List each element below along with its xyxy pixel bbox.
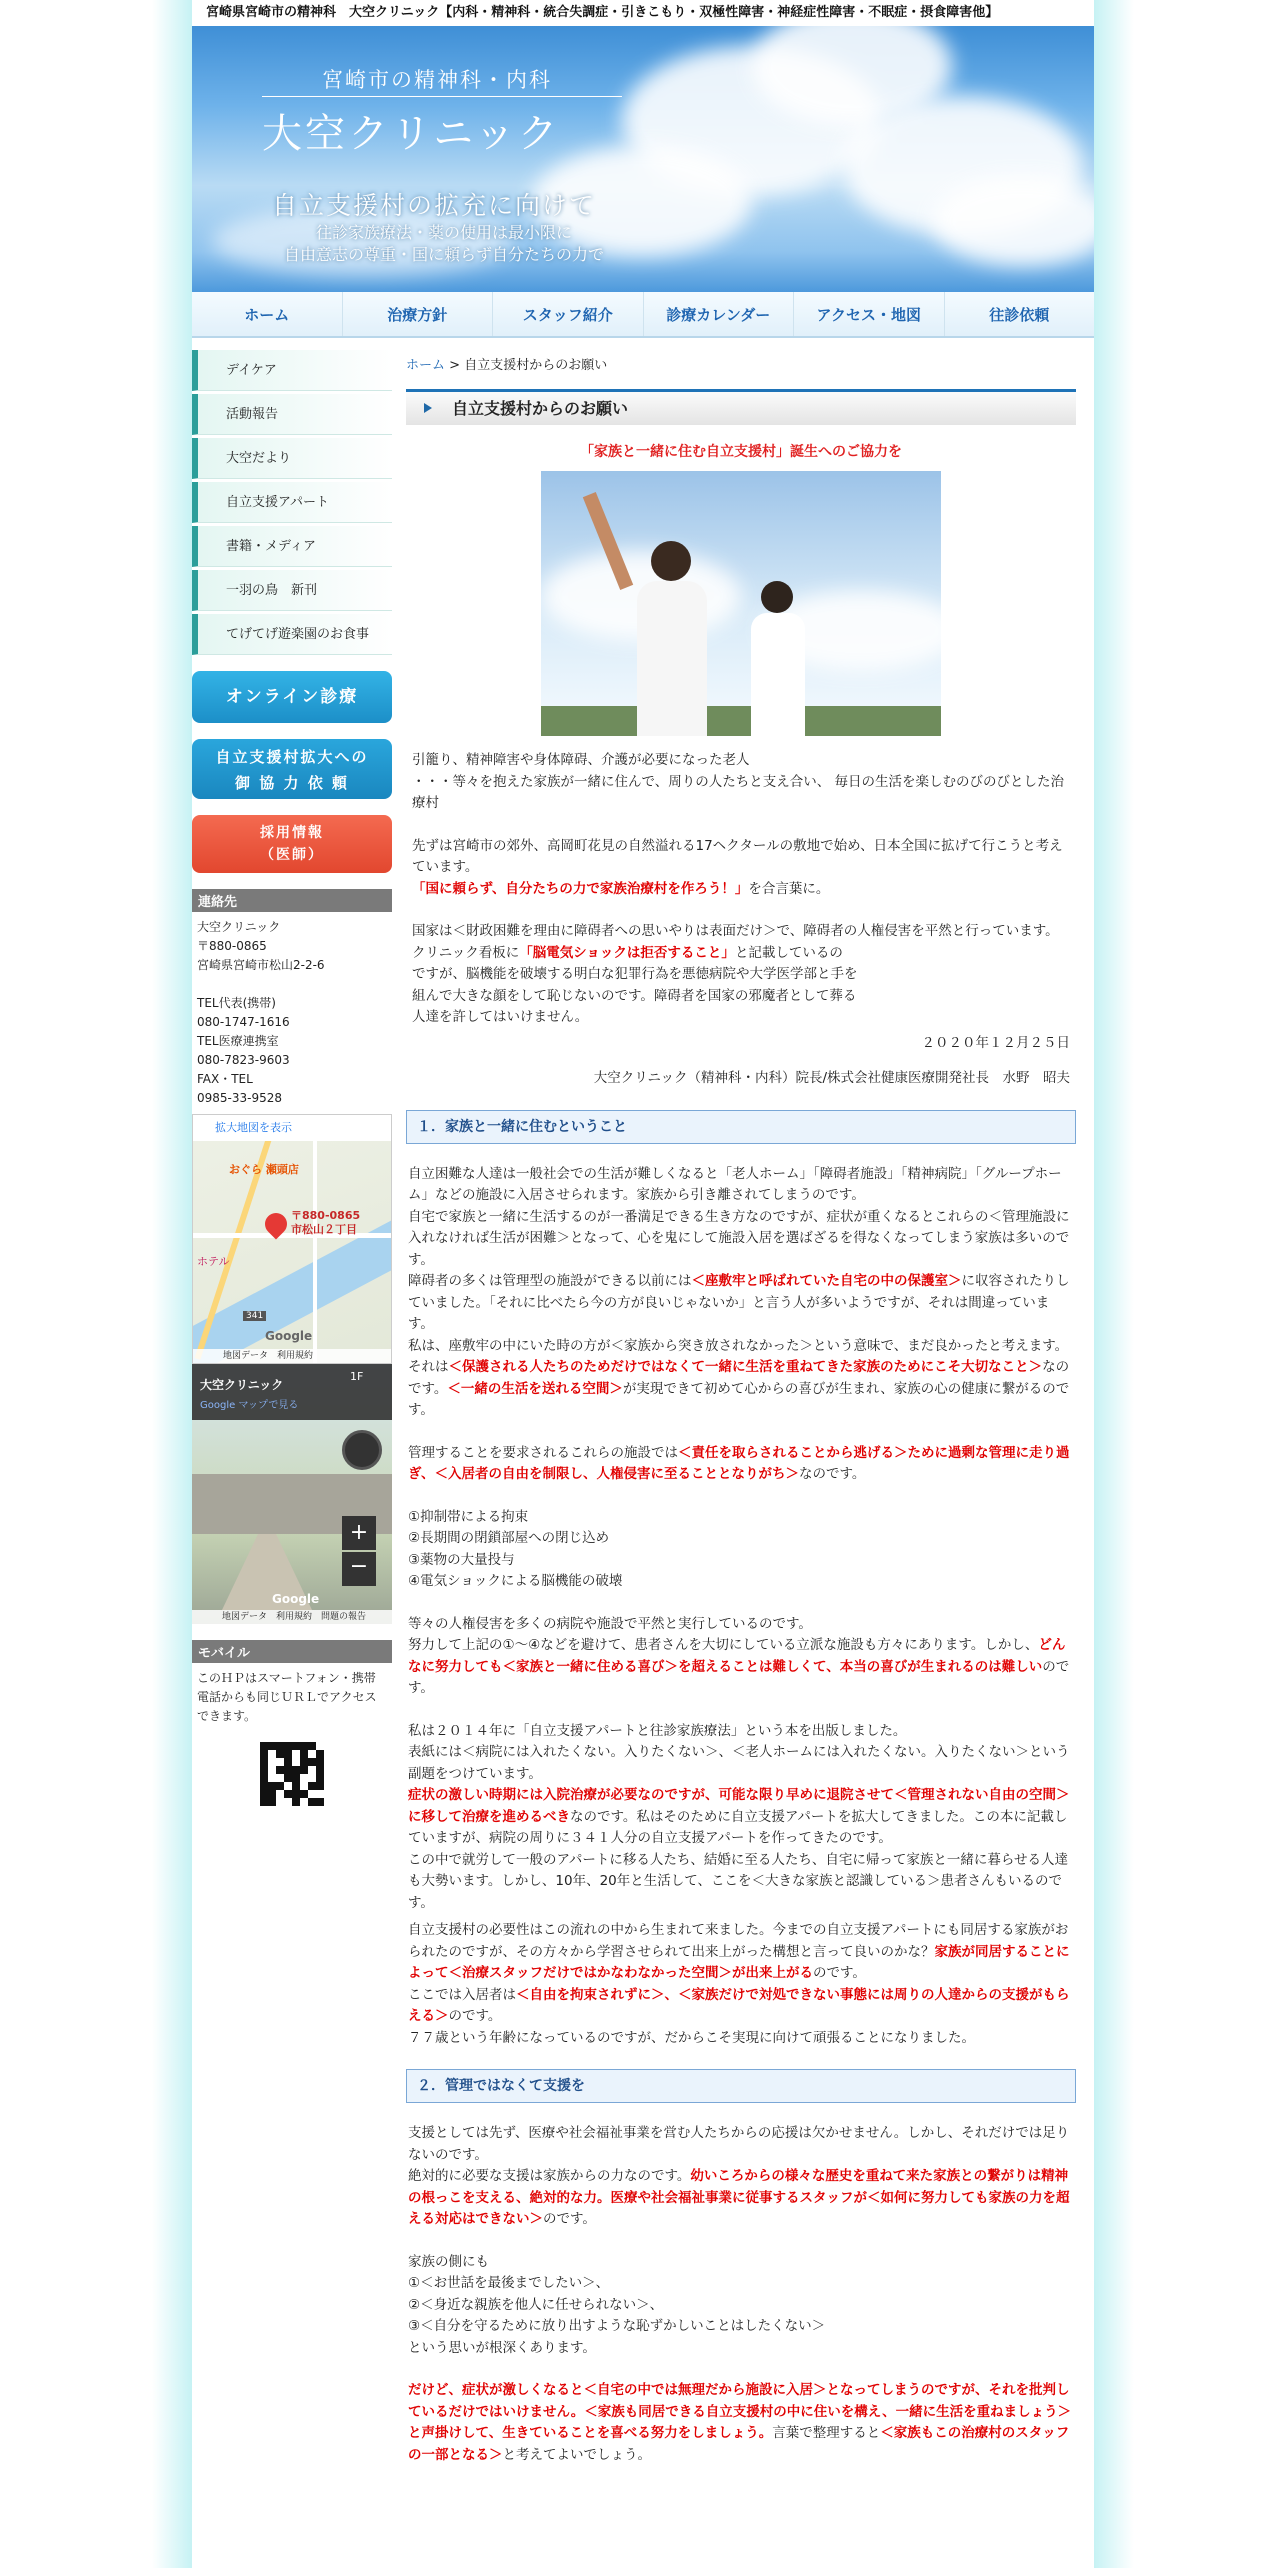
main-content xyxy=(406,350,1076,2466)
street-footer[interactable]: 地図データ 利用規約 問題の報告 xyxy=(192,1610,392,1624)
s1-b: 自宅で家族と一緒に生活するのが一番満足できる生き方なのですが、症状が重くなるとこれらの＜管理施設に入れなければ生活が困難＞となって、心を鬼にして施設入居を選ばざるを得なくなってしまう家族は多いのです。 xyxy=(408,1208,1070,1268)
sidebar-item-meals[interactable]: てげてげ遊楽園のお食事 xyxy=(192,614,392,655)
recruit-button[interactable] xyxy=(192,815,392,873)
nav-calendar[interactable]: 診療カレンダー xyxy=(644,292,795,336)
intro-p8: 組んで大きな顔をして恥じないのです。障碍者を国家の邪魔者として葬る xyxy=(412,987,857,1004)
sidebar-item-apartment[interactable]: 自立支援アパート xyxy=(192,482,392,523)
s1-d5: が実現できて初めて心からの喜びが生まれ、家族の心の健康に繋がるのです。 xyxy=(408,1380,1070,1418)
support-village-line2: 御 協 力 依 頼 xyxy=(235,774,349,792)
section-1-heading: １．家族と一緒に住むということ xyxy=(406,1110,1076,1144)
s1-l2: 家族が同居することによって＜治療スタッフだけではかなわなかった空間＞が出来上がる xyxy=(408,1943,1070,1981)
s2-e2: 言葉で整理すると xyxy=(772,2425,881,2441)
s2-b3: のです。 xyxy=(543,2211,596,2227)
s1-c2: ＜座敷牢と呼ばれていた自宅の中の保護室＞ xyxy=(691,1273,962,1289)
street-google-logo: Google xyxy=(272,1592,320,1606)
zoom-in-icon[interactable]: + xyxy=(342,1516,376,1550)
map-footer[interactable]: 地図データ 利用規約 xyxy=(193,1349,392,1363)
zoom-out-icon[interactable]: − xyxy=(342,1552,376,1586)
s1-c1: 障碍者の多くは管理型の施設ができる以前には xyxy=(408,1273,692,1289)
contact-line: FAX・TEL xyxy=(197,1072,253,1086)
s1-f: 等々の人権侵害を多くの病院や施設で平然と実行しているのです。 xyxy=(408,1615,812,1632)
intro-section xyxy=(406,750,1076,1090)
s1-c3: に収容されたりしていました。「それに比べたら今の方が良いじゃないか」と言う人が多いようですが、それは間違っています。 xyxy=(408,1273,1070,1332)
intro-p9: 人達を許してはいけません。 xyxy=(412,1009,589,1025)
nav-access[interactable]: アクセス・地図 xyxy=(794,292,945,336)
intro-p6 xyxy=(412,943,1070,965)
s1-list-item: ④電気ショックによる脳機能の破壊 xyxy=(408,1573,623,1589)
s1-n: ７７歳という年齢になっているのですが、だからこそ実現に向けて頑張ることになりました。 xyxy=(408,2029,975,2046)
breadcrumb xyxy=(406,350,1076,389)
s1-list-item: ①抑制帯による拘束 xyxy=(408,1508,529,1525)
s1-j xyxy=(408,1785,1074,1850)
mobile-text: このＨＰはスマートフォン・携帯電話からも同じＵＲＬでアクセスできます。 xyxy=(197,1671,377,1723)
s1-d1: 私は、座敷牢の中にいた時の方が＜家族から突き放されなかった＞という意味で、まだ良かったと考えます。それは xyxy=(408,1337,1069,1375)
contact-heading: 連絡先 xyxy=(192,889,392,912)
s2-e4: と考えてよいでしょう。 xyxy=(502,2446,651,2463)
intro-p6-a: クリニック看板に xyxy=(412,944,520,961)
header-desc-line2: 自由意志の尊重・国に頼らず自分たちの力で xyxy=(283,245,604,264)
street-maps-link[interactable]: Google マップで見る xyxy=(200,1400,299,1411)
s1-d xyxy=(408,1336,1074,1422)
sidebar-item-books[interactable]: 書籍・メディア xyxy=(192,526,392,567)
map-pin-address: 市松山２丁目 xyxy=(291,1223,357,1236)
header-desc xyxy=(264,222,624,266)
global-nav xyxy=(192,292,1094,338)
s1-m1: ここでは入居者は xyxy=(408,1986,516,2003)
intro-p2: ・・・等々を抱えた家族が一緒に住んで、周りの人たちと支え合い、 毎日の生活を楽しむのびのびとした治療村 xyxy=(412,773,1065,811)
mobile-heading: モバイル xyxy=(192,1640,392,1663)
s1-list-item: ③薬物の大量投与 xyxy=(408,1551,515,1568)
qr-code xyxy=(260,1742,324,1806)
s2-list-item: ③＜自分を守るために放り出すような恥ずかしいことはしたくない＞ xyxy=(408,2318,826,2334)
contact-line: TEL代表(携帯) xyxy=(197,996,276,1010)
sidebar-item-newsletter[interactable]: 大空だより xyxy=(192,438,392,479)
s2-b xyxy=(408,2166,1074,2231)
hero-photo xyxy=(541,471,941,736)
online-consult-button[interactable]: オンライン診療 xyxy=(192,671,392,723)
map-enlarge-link[interactable]: 拡大地図を表示 xyxy=(193,1115,392,1141)
map-pin-postal: 〒880-0865 xyxy=(291,1209,361,1222)
page-title: 自立支援村からのお願い xyxy=(406,389,1076,425)
breadcrumb-current: 自立支援村からのお願い xyxy=(464,358,608,373)
header-slogan: 自立支援村の拡充に向けて xyxy=(272,191,597,220)
s1-e1: 管理することを要求されるこれらの施設では xyxy=(408,1444,678,1461)
s1-a: 自立困難な人達は一般社会での生活が難しくなると「老人ホーム」「障碍者施設」「精神病院」「グループホーム」などの施設に入居させられます。家族から引き離されてしまうのです。 xyxy=(408,1165,1062,1203)
intro-slogan: 「国に頼らず、自分たちの力で家族治療村を作ろう！」 xyxy=(412,880,749,897)
s1-m xyxy=(408,1985,1074,2028)
intro-p5: 国家は＜財政困難を理由に障碍者への思いやりは表面だけ＞で、障碍者の人権侵害を平然と行っています。 xyxy=(412,923,1059,939)
s1-j1: 症状の激しい時期には入院治療が必要なのですが、可能な限り早めに退院させて＜管理されない自由の空間＞に移して治療を進めるべき xyxy=(408,1787,1070,1825)
intro-p4-text: を合言葉に。 xyxy=(748,880,830,897)
contact-line: TEL医療連携室 xyxy=(197,1034,279,1048)
s1-m3: のです。 xyxy=(448,2008,502,2024)
s1-k: この中で就労して一般のアパートに移る人たち、結婚に至る人たち、自宅に帰って家族と一緒に暮らせる人達も大勢います。しかし、10年、20年と生活して、ここを＜大きな家族と認識している＞患者さんもいるのです。 xyxy=(408,1851,1069,1911)
intro-p3: 先ずは宮崎市の郊外、高岡町花見の自然溢れる17ヘクタールの敷地で始め、日本全国に拡げて行こうと考えています。 xyxy=(412,837,1063,875)
contact-line[interactable]: 0985-33-9528 xyxy=(197,1091,283,1105)
section-2-heading: ２．管理ではなくて支援を xyxy=(406,2069,1076,2103)
sidebar-item-new-book[interactable]: 一羽の鳥 新刊 xyxy=(192,570,392,611)
s2-c: 家族の側にも xyxy=(408,2253,489,2270)
map-route-label: 341 xyxy=(243,1311,266,1321)
header-title: 大空クリニック xyxy=(262,111,561,157)
map-shop-label: おぐら 瀬頭店 xyxy=(229,1163,299,1176)
s2-d: という思いが根深くあります。 xyxy=(408,2339,596,2356)
header-banner[interactable] xyxy=(192,26,1094,292)
street-view[interactable] xyxy=(192,1364,392,1624)
street-floor[interactable]: 1F xyxy=(350,1370,364,1383)
breadcrumb-home[interactable]: ホーム xyxy=(406,358,446,373)
breadcrumb-sep: > xyxy=(445,358,465,373)
s1-e2: ＜責任を取らされることから逃げる＞ために過剰な管理に走り過ぎ、＜入居者の自由を制限し、人権侵害に至ることとなりがち＞ xyxy=(408,1444,1070,1482)
s1-c xyxy=(408,1271,1074,1336)
s1-i: 表紙には＜病院には入れたくない。入りたくない＞、＜老人ホームには入れたくない。入りたくない＞という副題をつけています。 xyxy=(408,1744,1070,1782)
intro-signature: 大空クリニック（精神科・内科）院長/株式会社健康医療開発社長 水野 昭夫 xyxy=(593,1070,1070,1086)
s2-e1: だけど、症状が激しくなると＜自宅の中では無理だから施設に入居＞となってしまうのですが、それを批判しているだけではいけません。＜家族も同居できる自立支援村の中に住いを構え、一緒に生活を重ねましょう＞と声掛けして、生きていることを喜べる努力をしましょう。 xyxy=(408,2382,1072,2441)
site-tagline: 宮崎県宮崎市の精神科 大空クリニック【内科・精神科・統合失調症・引きこもり・双極性障害・神経症性障害・不眠症・摂食障害他】 xyxy=(206,5,999,20)
contact-line: 〒880-0865 xyxy=(197,939,267,953)
nav-staff[interactable]: スタッフ紹介 xyxy=(493,292,644,336)
page xyxy=(192,0,1094,2568)
intro-p6-b: と記載しているの xyxy=(734,944,843,961)
catch-copy: 「家族と一緒に住む自立支援村」誕生へのご協力を xyxy=(580,444,902,460)
s1-g2: どんなに努力しても＜家族と一緒に住める喜び＞を超えることは難しくて、本当の喜びが生まれるのは難しい xyxy=(408,1637,1066,1675)
sidebar xyxy=(192,350,392,1826)
header-divider xyxy=(262,96,622,97)
s1-e xyxy=(408,1443,1074,1486)
s1-h: 私は２０１４年に「自立支援アパートと往診家族療法」という本を出版しました。 xyxy=(408,1722,907,1739)
s1-m2: ＜自由を拘束されずに＞、＜家族だけで対処できない事態には周りの人達からの支援がもらえる＞ xyxy=(408,1986,1070,2024)
intro-date: ２０２０年１２月２５日 xyxy=(921,1034,1070,1051)
s1-d4: ＜一緒の生活を送れる空間＞ xyxy=(447,1380,623,1397)
s1-l1: 自立支援村の必要性はこの流れの中から生まれて来ました。今までの自立支援アパートにも同居する家族がおられたのですが、その方々から学習させられて出来上がった構想と言って良いのかな？ xyxy=(408,1922,1069,1960)
map-google-logo: Google xyxy=(265,1329,313,1343)
google-map[interactable] xyxy=(192,1114,392,1364)
map-hotel-label: ホテル xyxy=(197,1255,230,1268)
s1-g1: 努力して上記の①～④などを避けて、患者さんを大切にしている立派な施設も方々にあります。しかし、 xyxy=(408,1637,1039,1653)
s1-d2: ＜保護される人たちのためだけではなくて一緒に生活を重ねてきた家族のためにこそ大切なこと＞ xyxy=(448,1359,1043,1375)
s1-g3: のです。 xyxy=(408,1658,1070,1696)
support-village-line1: 自立支援村拡大への xyxy=(215,748,369,766)
intro-p4 xyxy=(412,879,1070,901)
s2-list-item: ①＜お世話を最後までしたい＞、 xyxy=(408,2275,610,2291)
s1-d3: なのです。 xyxy=(408,1359,1070,1397)
s2-a: 支援としては先ず、医療や社会福祉事業を営む人たちからの応援は欠かせません。しかし、それだけでは足りないのです。 xyxy=(408,2125,1070,2163)
s2-b1: 絶対的に必要な支援は家族からの力なのです。 xyxy=(408,2168,691,2184)
s1-g xyxy=(408,1635,1074,1700)
intro-p1: 引籠り、精神障害や身体障碍、介護が必要になった老人 xyxy=(412,752,750,768)
contact-line: 宮崎県宮崎市松山2-2-6 xyxy=(197,958,325,972)
sidebar-item-report[interactable]: 活動報告 xyxy=(192,394,392,435)
s1-list-item: ②長期間の閉鎖部屋への閉じ込め xyxy=(408,1530,610,1546)
section-1-body xyxy=(406,1164,1076,2050)
compass-icon[interactable] xyxy=(342,1430,382,1470)
s1-e3: なのです。 xyxy=(798,1466,866,1482)
recruit-line1: 採用情報 xyxy=(260,825,324,841)
map-pin-label xyxy=(291,1209,360,1237)
section-2-body xyxy=(406,2123,1076,2466)
street-place-name: 大空クリニック xyxy=(200,1378,284,1392)
contact-line[interactable]: 080-1747-1616 xyxy=(197,1015,290,1029)
header-desc-line1: 往診家族療法・薬の使用は最小限に xyxy=(315,223,572,242)
header-subtitle: 宮崎市の精神科・内科 xyxy=(322,68,552,92)
s2-list-item: ②＜身近な親族を他人に任せられない＞、 xyxy=(408,2296,664,2313)
intro-p7: ですが、脳機能を破壊する明白な犯罪行為を悪徳病院や大学医学部と手を xyxy=(412,966,858,982)
nav-policy[interactable]: 治療方針 xyxy=(343,292,494,336)
sidebar-item-daycare[interactable]: デイケア xyxy=(192,350,392,391)
s1-l xyxy=(408,1920,1074,1985)
contact-info xyxy=(192,912,392,1114)
contact-line[interactable]: 080-7823-9603 xyxy=(197,1053,290,1067)
s2-b2: 幼いころからの様々な歴史を重ねて来た家族との繋がりは精神の根っこを支える、絶対的な力。医療や社会福祉事業に従事するスタッフが＜如何に努力しても家族の力を超える対応はできない＞ xyxy=(408,2168,1070,2227)
s2-e xyxy=(408,2380,1074,2466)
nav-house-call[interactable]: 往診依頼 xyxy=(989,306,1050,324)
support-village-button[interactable] xyxy=(192,739,392,799)
recruit-line2: （医師） xyxy=(260,847,324,863)
s1-l3: のです。 xyxy=(813,1965,866,1981)
s2-e3: ＜家族もこの治療村のスタッフの一部となる＞ xyxy=(408,2425,1070,2463)
s1-j2: なのです。私はそのために自立支援アパートを拡大してきました。この本に記載していますが、病院の周りに３４１人分の自立支援アパートを作ってきたのです。 xyxy=(408,1808,1068,1846)
nav-home[interactable]: ホーム xyxy=(192,292,343,336)
contact-line: 大空クリニック xyxy=(197,920,281,934)
intro-p6-red: 「脳電気ショックは拒否すること」 xyxy=(519,944,735,961)
